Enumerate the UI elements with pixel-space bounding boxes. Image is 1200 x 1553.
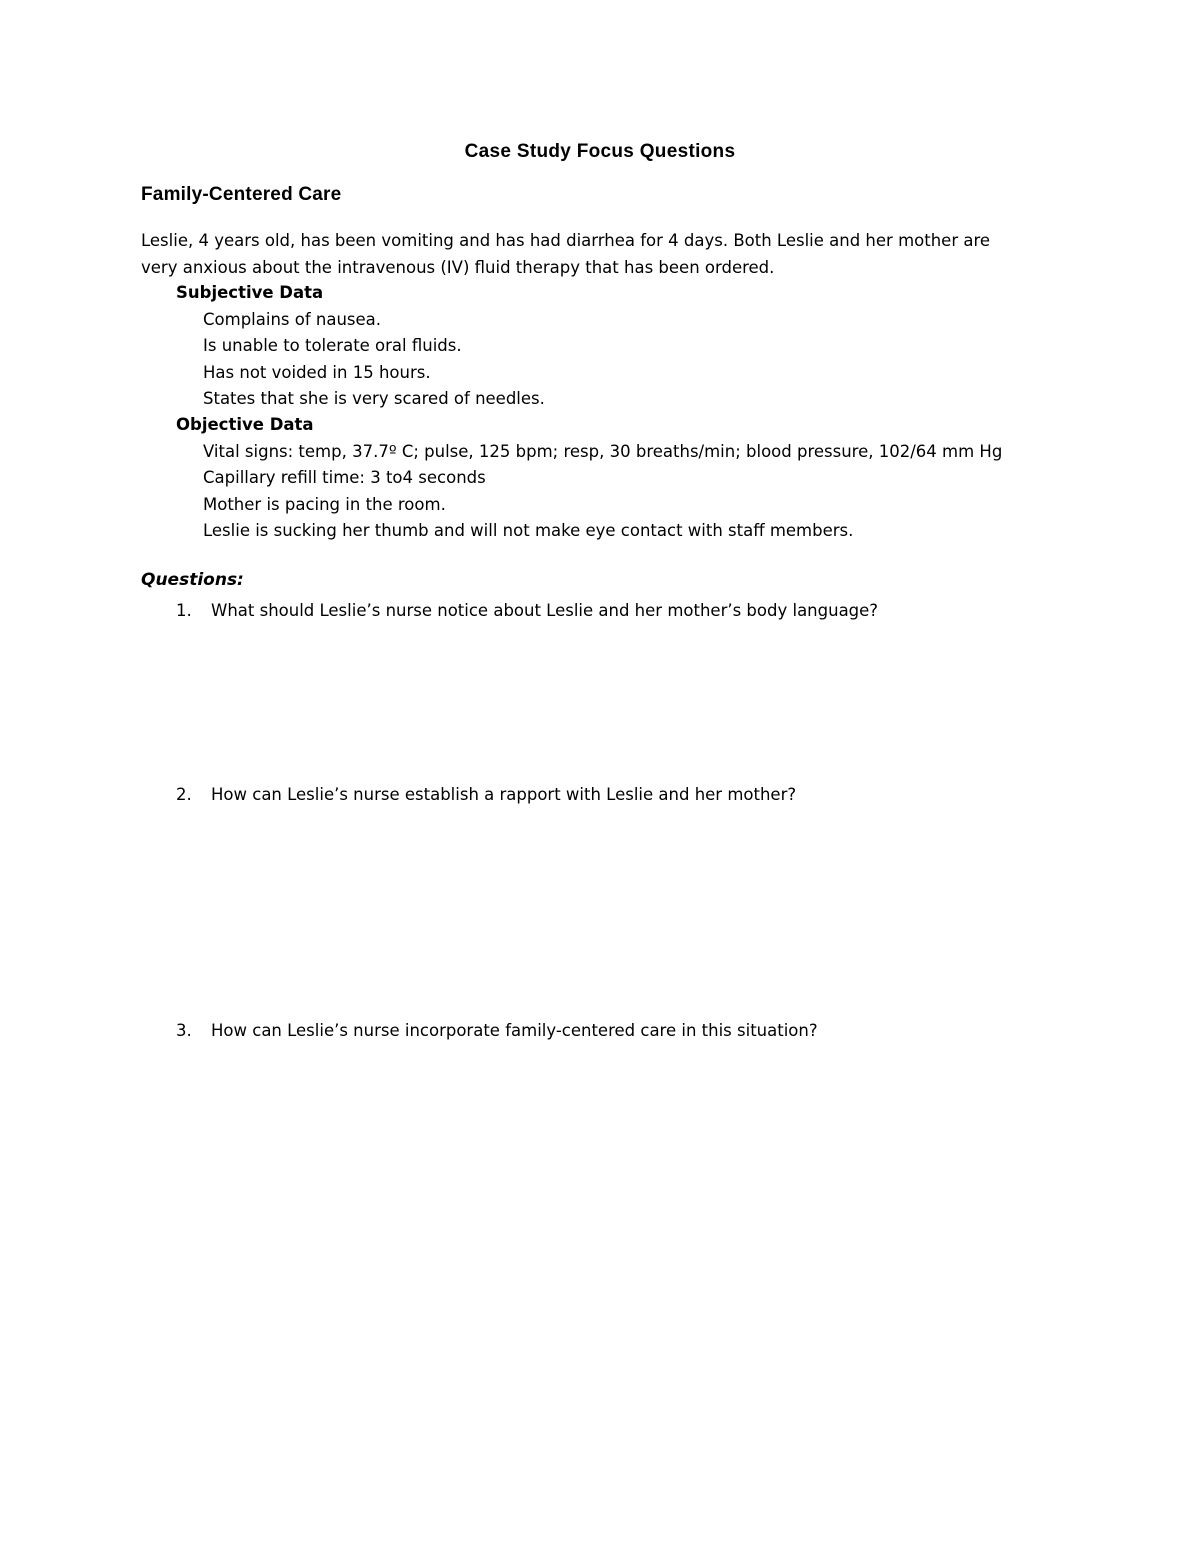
- list-item: Has not voided in 15 hours.: [203, 362, 431, 382]
- objective-data-section: [176, 412, 1076, 545]
- question-3: [176, 1018, 1076, 1044]
- subjective-data-list: [176, 307, 1076, 413]
- questions-label: Questions:: [141, 570, 244, 590]
- question-number: 3.: [176, 1021, 192, 1040]
- subjective-data-section: [176, 280, 1076, 413]
- question-1: [176, 598, 1076, 624]
- list-item: Complains of nausea.: [203, 309, 382, 329]
- section-heading: Family-Centered Care: [141, 184, 342, 205]
- question-number: 2.: [176, 785, 192, 804]
- question-text: How can Leslie’s nurse incorporate family-centered care in this situation?: [211, 1021, 818, 1040]
- list-item: Mother is pacing in the room.: [203, 494, 446, 514]
- question-text: What should Leslie’s nurse notice about Leslie and her mother’s body language?: [211, 601, 879, 620]
- objective-data-label: Objective Data: [176, 415, 314, 434]
- subjective-data-label: Subjective Data: [176, 283, 324, 302]
- document-title: Case Study Focus Questions: [464, 141, 736, 162]
- intro-line-2: very anxious about the intravenous (IV) fluid therapy that has been ordered.: [141, 257, 775, 277]
- list-item: Is unable to tolerate oral fluids.: [203, 336, 462, 355]
- list-item: Leslie is sucking her thumb and will not make eye contact with staff members.: [203, 521, 854, 540]
- question-2: [176, 782, 1076, 808]
- intro-line-1: Leslie, 4 years old, has been vomiting and has had diarrhea for 4 days. Both Leslie and her mother are: [141, 231, 991, 250]
- list-item: Capillary refill time: 3 to4 seconds: [203, 468, 486, 487]
- objective-data-list: [176, 439, 1076, 545]
- question-text: How can Leslie’s nurse establish a rapport with Leslie and her mother?: [211, 785, 797, 804]
- case-intro: [141, 228, 1061, 281]
- list-item: States that she is very scared of needles.: [203, 389, 545, 408]
- list-item: Vital signs: temp, 37.7º C; pulse, 125 bpm; resp, 30 breaths/min; blood pressure, 102/64 mm Hg: [203, 441, 1003, 461]
- question-number: 1.: [176, 601, 192, 620]
